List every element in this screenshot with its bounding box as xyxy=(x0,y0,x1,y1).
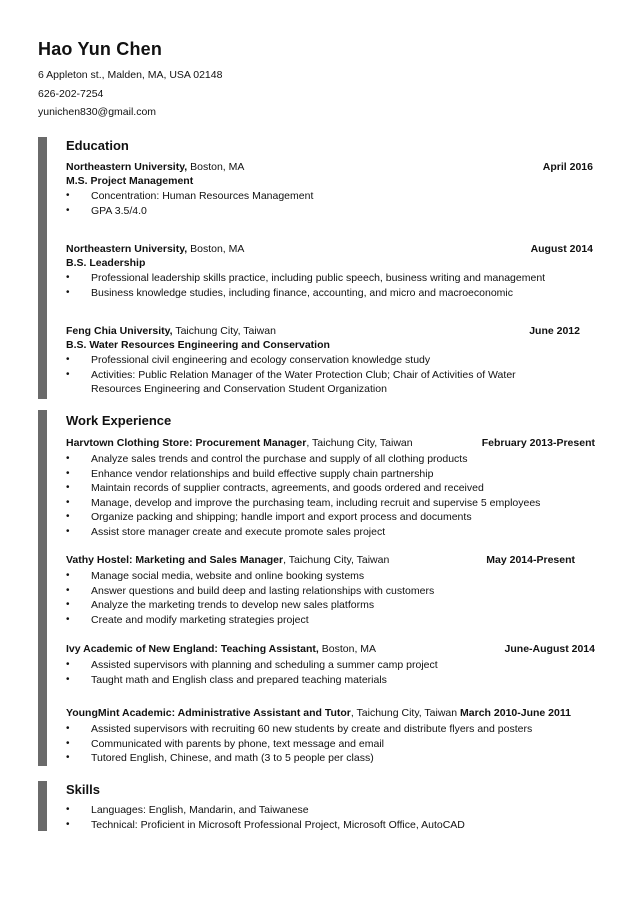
section-bar xyxy=(38,410,47,766)
job-location: Boston, MA xyxy=(318,643,377,655)
entry-date: March 2010-June 2011 xyxy=(460,707,571,719)
bullet-item: • Communicated with parents by phone, text message and email xyxy=(66,737,606,752)
address-text: 6 Appleton st., Malden, MA, USA 02148 xyxy=(38,69,223,81)
bullet-item: • Create and modify marketing strategies project xyxy=(66,613,575,628)
institution-name: Feng Chia University, xyxy=(66,325,173,337)
entry-date: May 2014-Present xyxy=(486,554,575,566)
bullet-item: • Professional leadership skills practice, including public speech, business writing and management xyxy=(66,271,593,286)
degree-title: B.S. Leadership xyxy=(66,257,146,269)
section-title: Education xyxy=(66,138,129,153)
skills-list xyxy=(66,803,596,832)
institution-location: Boston, MA xyxy=(190,161,245,173)
bullet-item: • Taught math and English class and prepared teaching materials xyxy=(66,673,595,688)
bullet-item: • Assist store manager create and execute promote sales project xyxy=(66,525,595,540)
degree-title: B.S. Water Resources Engineering and Conservation xyxy=(66,339,330,351)
institution-location: Taichung City, Taiwan xyxy=(175,325,276,337)
work-entry xyxy=(66,642,595,687)
degree-title: M.S. Project Management xyxy=(66,175,194,187)
job-location: , Taichung City, Taiwan xyxy=(350,707,458,719)
email-text: yunichen830@gmail.com xyxy=(38,106,157,118)
work-entry xyxy=(66,553,575,627)
education-entry xyxy=(66,324,580,397)
bullet-item: • Maintain records of supplier contracts, agreements, and goods ordered and received xyxy=(66,481,595,496)
bullet-item: • Answer questions and build deep and lasting relationships with customers xyxy=(66,584,575,599)
entry-date: August 2014 xyxy=(530,243,593,255)
bullet-item: • Assisted supervisors with recruiting 60 new students by create and distribute flyers and posters xyxy=(66,722,606,737)
bullet-item: • Enhance vendor relationships and build effective supply chain partnership xyxy=(66,467,595,482)
entry-date: April 2016 xyxy=(542,161,593,173)
institution-name: Northeastern University, xyxy=(66,243,188,255)
resume-name: Hao Yun Chen xyxy=(38,39,163,59)
institution-location: Boston, MA xyxy=(190,243,245,255)
institution-name: Northeastern University, xyxy=(66,161,188,173)
education-entry xyxy=(66,242,593,300)
phone-text: 626-202-7254 xyxy=(38,88,104,100)
bullet-item: • Professional civil engineering and ecology conservation knowledge study xyxy=(66,353,566,368)
entry-date: February 2013-Present xyxy=(481,437,595,449)
job-location: , Taichung City, Taiwan xyxy=(283,554,390,566)
bullet-item: • Organize packing and shipping; handle import and export process and documents xyxy=(66,510,595,525)
bullet-item: • Analyze sales trends and control the purchase and supply of all clothing products xyxy=(66,452,595,467)
job-title: Harvtown Clothing Store: Procurement Manager xyxy=(66,437,307,449)
work-entry xyxy=(66,436,595,539)
bullet-item: • Activities: Public Relation Manager of the Water Protection Club; Chair of Activities of Water Resources Engineering and Conservation Student Organization xyxy=(66,368,566,397)
bullet-item: • GPA 3.5/4.0 xyxy=(66,204,593,219)
bullet-item: • Concentration: Human Resources Management xyxy=(66,189,593,204)
section-title: Work Experience xyxy=(66,413,172,428)
bullet-item: • Manage, develop and improve the purchasing team, including recruit and supervise 5 employees xyxy=(66,496,595,511)
section-bar xyxy=(38,137,47,399)
entry-date: June 2012 xyxy=(529,325,580,337)
section-title: Skills xyxy=(66,782,100,797)
bullet-item: • Technical: Proficient in Microsoft Professional Project, Microsoft Office, AutoCAD xyxy=(66,818,596,833)
job-title: Ivy Academic of New England: Teaching Assistant, xyxy=(66,643,319,655)
bullet-item: • Tutored English, Chinese, and math (3 to 5 people per class) xyxy=(66,751,606,766)
job-title: Vathy Hostel: Marketing and Sales Manager xyxy=(66,554,284,566)
bullet-item: • Manage social media, website and online booking systems xyxy=(66,569,575,584)
job-location: , Taichung City, Taiwan xyxy=(306,437,413,449)
job-title: YoungMint Academic: Administrative Assistant and Tutor xyxy=(66,707,351,719)
bullet-item: • Assisted supervisors with planning and scheduling a summer camp project xyxy=(66,658,595,673)
bullet-item: • Languages: English, Mandarin, and Taiwanese xyxy=(66,803,596,818)
entry-date: June-August 2014 xyxy=(504,643,595,655)
bullet-item: • Analyze the marketing trends to develop new sales platforms xyxy=(66,598,575,613)
bullet-item: • Business knowledge studies, including finance, accounting, and micro and macroeconomic xyxy=(66,286,593,301)
education-entry xyxy=(66,160,593,218)
section-bar xyxy=(38,781,47,831)
work-entry xyxy=(66,706,606,766)
